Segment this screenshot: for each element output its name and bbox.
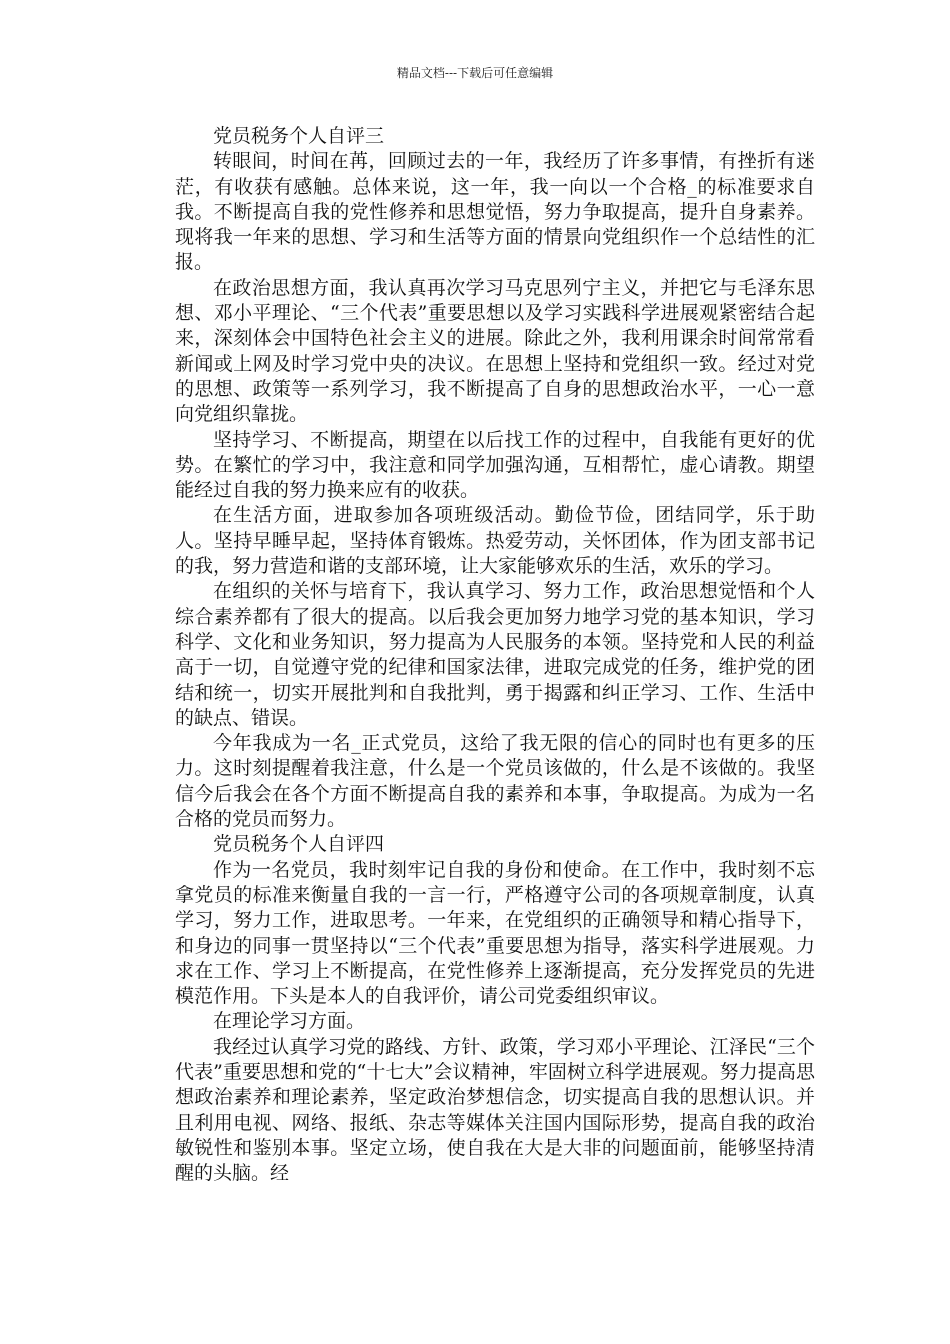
paragraph: 在政治思想方面，我认真再次学习马克思列宁主义，并把它与毛泽东思想、邓小平理论、“三个代表”重要思想以及学习实践科学进展观紧密结合起来，深刻体会中国特色社会主义的进展。除此之外，我利用课余时间常常看新闻或上网及时学习党中央的决议。在思想上坚持和党组织一致。经过对党的思想、政策等一系列学习，我不断提高了自身的思想政治水平，一心一意向党组织靠拢。: [175, 276, 815, 426]
paragraph: 在生活方面，进取参加各项班级活动。勤俭节俭，团结同学，乐于助人。坚持早睡早起，坚持体育锻炼。热爱劳动，关怀团体，作为团支部书记的我，努力营造和谐的支部环境，让大家能够欢乐的生活，欢乐的学习。: [175, 504, 815, 578]
section-title: 党员税务个人自评三: [213, 125, 385, 147]
document-body: [175, 124, 815, 1186]
paragraph: 转眼间，时间在苒，回顾过去的一年，我经历了许多事情，有挫折有迷茫，有收获有感触。总体来说，这一年，我一向以一个合格_的标准要求自我。不断提高自我的党性修养和思想觉悟，努力争取提高，提升自身素养。现将我一年来的思想、学习和生活等方面的情景向党组织作一个总结性的汇报。: [175, 150, 815, 274]
page-header: 精品文档---下载后可任意编辑: [396, 66, 554, 80]
paragraph: 在理论学习方面。: [213, 1010, 366, 1033]
paragraph: 作为一名党员，我时刻牢记自我的身份和使命。在工作中，我时刻不忘拿党员的标准来衡量自我的一言一行，严格遵守公司的各项规章制度，认真学习，努力工作，进取思考。一年来，在党组织的正确领导和精心指导下，和身边的同事一贯坚持以“三个代表”重要思想为指导，落实科学进展观。力求在工作、学习上不断提高，在党性修养上逐渐提高，充分发挥党员的先进模范作用。下头是本人的自我评价，请公司党委组织审议。: [175, 858, 815, 1008]
paragraph: 我经过认真学习党的路线、方针、政策，学习邓小平理论、江泽民“三个代表”重要思想和党的“十七大”会议精神，牢固树立科学进展观。努力提高思想政治素养和理论素养，坚定政治梦想信念，切实提高自我的思想认识。并且利用电视、网络、报纸、杂志等媒体关注国内国际形势，提高自我的政治敏锐性和鉴别本事。坚定立场，使自我在大是大非的问题面前，能够坚持清醒的头脑。经: [175, 1035, 815, 1185]
section-title: 党员税务个人自评四: [213, 833, 385, 856]
paragraph: 今年我成为一名_正式党员，这给了我无限的信心的同时也有更多的压力。这时刻提醒着我注意，什么是一个党员该做的，什么是不该做的。我坚信今后我会在各个方面不断提高自我的素养和本事，争取提高。为成为一名合格的党员而努力。: [175, 732, 815, 831]
paragraph: 坚持学习、不断提高，期望在以后找工作的过程中，自我能有更好的优势。在繁忙的学习中，我注意和同学加强沟通，互相帮忙，虚心请教。期望能经过自我的努力换来应有的收获。: [175, 428, 815, 502]
paragraph: 在组织的关怀与培育下，我认真学习、努力工作，政治思想觉悟和个人综合素养都有了很大的提高。以后我会更加努力地学习党的基本知识，学习科学、文化和业务知识，努力提高为人民服务的本领。坚持党和人民的利益高于一切，自觉遵守党的纪律和国家法律，进取完成党的任务，维护党的团结和统一，切实开展批判和自我批判，勇于揭露和纠正学习、工作、生活中的缺点、错误。: [175, 580, 815, 729]
